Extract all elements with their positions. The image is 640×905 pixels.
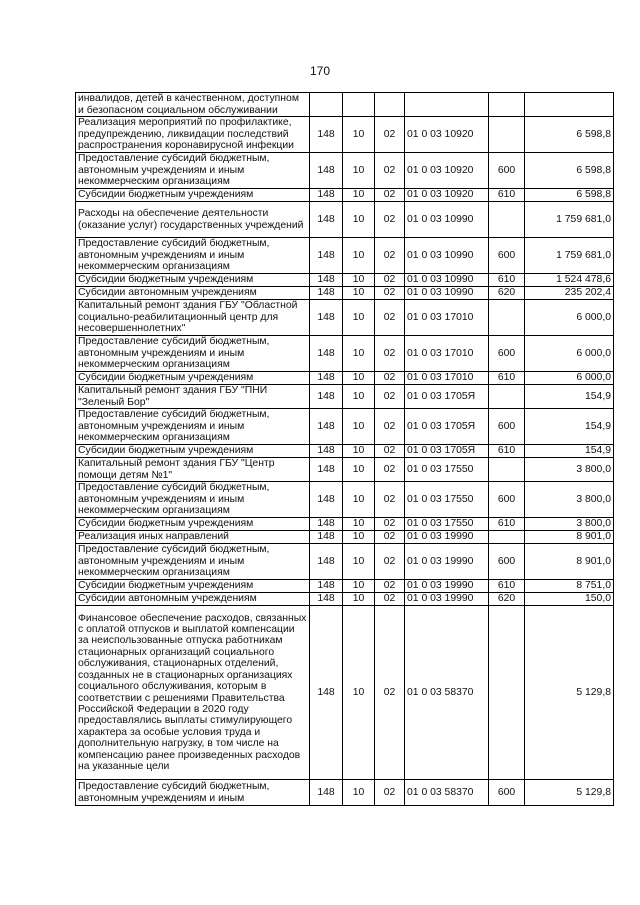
cell-target-article: 01 0 03 17010 bbox=[405, 300, 489, 336]
cell-section: 10 bbox=[343, 189, 375, 202]
cell-subsection: 02 bbox=[375, 482, 405, 518]
cell-section: 10 bbox=[343, 385, 375, 409]
table-row bbox=[76, 445, 614, 458]
cell-name: Субсидии бюджетным учреждениям bbox=[76, 189, 310, 202]
cell-section: 10 bbox=[343, 153, 375, 189]
cell-amount: 8 901,0 bbox=[525, 531, 614, 544]
cell-amount: 8 751,0 bbox=[525, 580, 614, 593]
cell-target-article: 01 0 03 17550 bbox=[405, 458, 489, 482]
cell-name: Капитальный ремонт здания ГБУ "ПНИ "Зеленый Бор" bbox=[76, 385, 310, 409]
table-row bbox=[76, 458, 614, 482]
cell-subsection: 02 bbox=[375, 300, 405, 336]
cell-amount: 6 598,8 bbox=[525, 153, 614, 189]
cell-subsection: 02 bbox=[375, 544, 405, 580]
cell-subsection: 02 bbox=[375, 409, 405, 445]
cell-expense-kind: 610 bbox=[489, 580, 525, 593]
cell-expense-kind bbox=[489, 458, 525, 482]
cell-name: Субсидии бюджетным учреждениям bbox=[76, 580, 310, 593]
cell-ministry: 148 bbox=[310, 372, 343, 385]
cell-amount: 1 759 681,0 bbox=[525, 238, 614, 274]
cell-target-article: 01 0 03 17010 bbox=[405, 336, 489, 372]
cell-target-article: 01 0 03 10990 bbox=[405, 287, 489, 300]
table-row bbox=[76, 780, 614, 806]
table-row bbox=[76, 336, 614, 372]
cell-target-article: 01 0 03 19990 bbox=[405, 531, 489, 544]
cell-target-article: 01 0 03 17550 bbox=[405, 518, 489, 531]
cell-ministry: 148 bbox=[310, 458, 343, 482]
table-row bbox=[76, 593, 614, 606]
cell-amount: 6 000,0 bbox=[525, 300, 614, 336]
table-row bbox=[76, 544, 614, 580]
cell-section: 10 bbox=[343, 287, 375, 300]
cell-ministry bbox=[310, 93, 343, 117]
cell-name: Субсидии бюджетным учреждениям bbox=[76, 372, 310, 385]
cell-section: 10 bbox=[343, 202, 375, 238]
cell-amount: 1 759 681,0 bbox=[525, 202, 614, 238]
cell-section bbox=[343, 93, 375, 117]
cell-target-article: 01 0 03 19990 bbox=[405, 580, 489, 593]
cell-ministry: 148 bbox=[310, 780, 343, 806]
cell-expense-kind: 620 bbox=[489, 593, 525, 606]
cell-amount: 150,0 bbox=[525, 593, 614, 606]
cell-ministry: 148 bbox=[310, 593, 343, 606]
cell-section: 10 bbox=[343, 580, 375, 593]
cell-name: Предоставление субсидий бюджетным, автономным учреждениям и иным некоммерческим организациям bbox=[76, 482, 310, 518]
table-row bbox=[76, 606, 614, 780]
cell-expense-kind bbox=[489, 531, 525, 544]
cell-ministry: 148 bbox=[310, 238, 343, 274]
cell-expense-kind: 600 bbox=[489, 336, 525, 372]
cell-amount: 6 000,0 bbox=[525, 336, 614, 372]
cell-ministry: 148 bbox=[310, 482, 343, 518]
cell-expense-kind bbox=[489, 202, 525, 238]
cell-ministry: 148 bbox=[310, 544, 343, 580]
cell-expense-kind: 610 bbox=[489, 372, 525, 385]
cell-subsection: 02 bbox=[375, 274, 405, 287]
cell-name: Субсидии бюджетным учреждениям bbox=[76, 518, 310, 531]
cell-expense-kind bbox=[489, 300, 525, 336]
table-row bbox=[76, 300, 614, 336]
table-row bbox=[76, 189, 614, 202]
cell-name: Капитальный ремонт здания ГБУ "Центр помощи детям №1" bbox=[76, 458, 310, 482]
cell-ministry: 148 bbox=[310, 117, 343, 153]
cell-section: 10 bbox=[343, 606, 375, 780]
cell-amount: 5 129,8 bbox=[525, 606, 614, 780]
cell-section: 10 bbox=[343, 274, 375, 287]
cell-amount: 154,9 bbox=[525, 385, 614, 409]
cell-amount: 5 129,8 bbox=[525, 780, 614, 806]
cell-ministry: 148 bbox=[310, 445, 343, 458]
cell-section: 10 bbox=[343, 544, 375, 580]
table-row bbox=[76, 93, 614, 117]
cell-ministry: 148 bbox=[310, 385, 343, 409]
cell-subsection bbox=[375, 93, 405, 117]
cell-expense-kind bbox=[489, 117, 525, 153]
table-row bbox=[76, 117, 614, 153]
cell-name: Реализация иных направлений bbox=[76, 531, 310, 544]
table-row bbox=[76, 531, 614, 544]
cell-section: 10 bbox=[343, 531, 375, 544]
cell-ministry: 148 bbox=[310, 531, 343, 544]
cell-subsection: 02 bbox=[375, 238, 405, 274]
cell-subsection: 02 bbox=[375, 445, 405, 458]
cell-subsection: 02 bbox=[375, 117, 405, 153]
cell-subsection: 02 bbox=[375, 372, 405, 385]
table-row bbox=[76, 274, 614, 287]
cell-expense-kind: 620 bbox=[489, 287, 525, 300]
cell-expense-kind: 610 bbox=[489, 274, 525, 287]
table-row bbox=[76, 385, 614, 409]
cell-target-article: 01 0 03 58370 bbox=[405, 780, 489, 806]
cell-expense-kind: 610 bbox=[489, 518, 525, 531]
cell-section: 10 bbox=[343, 482, 375, 518]
cell-subsection: 02 bbox=[375, 336, 405, 372]
cell-ministry: 148 bbox=[310, 606, 343, 780]
cell-name: Субсидии бюджетным учреждениям bbox=[76, 445, 310, 458]
cell-name: Субсидии бюджетным учреждениям bbox=[76, 274, 310, 287]
cell-target-article: 01 0 03 10990 bbox=[405, 202, 489, 238]
cell-subsection: 02 bbox=[375, 518, 405, 531]
cell-amount: 154,9 bbox=[525, 445, 614, 458]
cell-section: 10 bbox=[343, 780, 375, 806]
cell-section: 10 bbox=[343, 336, 375, 372]
cell-subsection: 02 bbox=[375, 385, 405, 409]
cell-name: Реализация мероприятий по профилактике, предупреждению, ликвидации последствий распространения коронавирусной инфекции bbox=[76, 117, 310, 153]
table-row bbox=[76, 287, 614, 300]
cell-section: 10 bbox=[343, 238, 375, 274]
cell-section: 10 bbox=[343, 445, 375, 458]
table-row bbox=[76, 238, 614, 274]
budget-table bbox=[75, 92, 614, 806]
cell-ministry: 148 bbox=[310, 518, 343, 531]
cell-ministry: 148 bbox=[310, 274, 343, 287]
cell-name: Предоставление субсидий бюджетным, автономным учреждениям и иным некоммерческим организациям bbox=[76, 336, 310, 372]
cell-name: Субсидии автономным учреждениям bbox=[76, 593, 310, 606]
table-row bbox=[76, 153, 614, 189]
cell-ministry: 148 bbox=[310, 202, 343, 238]
cell-section: 10 bbox=[343, 372, 375, 385]
table-row bbox=[76, 518, 614, 531]
cell-name: инвалидов, детей в качественном, доступном и безопасном социальном обслуживании bbox=[76, 93, 310, 117]
cell-target-article: 01 0 03 10920 bbox=[405, 117, 489, 153]
cell-subsection: 02 bbox=[375, 780, 405, 806]
cell-target-article: 01 0 03 17550 bbox=[405, 482, 489, 518]
cell-name: Предоставление субсидий бюджетным, автономным учреждениям и иным некоммерческим организациям bbox=[76, 238, 310, 274]
cell-amount: 3 800,0 bbox=[525, 458, 614, 482]
cell-target-article: 01 0 03 10990 bbox=[405, 274, 489, 287]
cell-name: Капитальный ремонт здания ГБУ "Областной социально-реабилитационный центр для несовершеннолетних" bbox=[76, 300, 310, 336]
cell-amount: 8 901,0 bbox=[525, 544, 614, 580]
cell-ministry: 148 bbox=[310, 336, 343, 372]
cell-expense-kind bbox=[489, 606, 525, 780]
cell-target-article: 01 0 03 10920 bbox=[405, 153, 489, 189]
cell-amount: 235 202,4 bbox=[525, 287, 614, 300]
cell-target-article: 01 0 03 1705Я bbox=[405, 385, 489, 409]
cell-target-article: 01 0 03 10990 bbox=[405, 238, 489, 274]
cell-subsection: 02 bbox=[375, 606, 405, 780]
cell-amount: 3 800,0 bbox=[525, 482, 614, 518]
cell-amount bbox=[525, 93, 614, 117]
table-row bbox=[76, 202, 614, 238]
table-row bbox=[76, 580, 614, 593]
cell-name: Предоставление субсидий бюджетным, автономным учреждениям и иным некоммерческим организациям bbox=[76, 153, 310, 189]
cell-subsection: 02 bbox=[375, 202, 405, 238]
cell-subsection: 02 bbox=[375, 580, 405, 593]
cell-expense-kind: 600 bbox=[489, 409, 525, 445]
cell-ministry: 148 bbox=[310, 287, 343, 300]
cell-expense-kind: 600 bbox=[489, 780, 525, 806]
cell-name: Расходы на обеспечение деятельности (оказание услуг) государственных учреждений bbox=[76, 202, 310, 238]
cell-expense-kind: 600 bbox=[489, 544, 525, 580]
cell-name: Предоставление субсидий бюджетным, автономным учреждениям и иным некоммерческим организациям bbox=[76, 409, 310, 445]
cell-subsection: 02 bbox=[375, 458, 405, 482]
cell-target-article: 01 0 03 58370 bbox=[405, 606, 489, 780]
cell-expense-kind bbox=[489, 385, 525, 409]
cell-section: 10 bbox=[343, 409, 375, 445]
cell-subsection: 02 bbox=[375, 531, 405, 544]
cell-expense-kind: 610 bbox=[489, 445, 525, 458]
cell-section: 10 bbox=[343, 593, 375, 606]
cell-target-article: 01 0 03 17010 bbox=[405, 372, 489, 385]
cell-expense-kind: 610 bbox=[489, 189, 525, 202]
cell-ministry: 148 bbox=[310, 300, 343, 336]
cell-name: Субсидии автономным учреждениям bbox=[76, 287, 310, 300]
cell-target-article: 01 0 03 19990 bbox=[405, 593, 489, 606]
cell-target-article: 01 0 03 1705Я bbox=[405, 445, 489, 458]
cell-ministry: 148 bbox=[310, 409, 343, 445]
page-number: 170 bbox=[309, 64, 331, 78]
cell-expense-kind bbox=[489, 93, 525, 117]
cell-target-article: 01 0 03 19990 bbox=[405, 544, 489, 580]
cell-target-article: 01 0 03 10920 bbox=[405, 189, 489, 202]
cell-name: Финансовое обеспечение расходов, связанных с оплатой отпусков и выплатой компенсации за неиспользованные отпуска работникам стационарных организаций социального обслуживания, стационарных отделений, созданных не в стационарных организациях социального обслуживания, которым в соответствии с решениями Правительства Российской Федерации в 2020 году предоставлялись выплаты стимулирующего характера за особые условия труда и дополнительную нагрузку, в том числе на компенсацию ранее произведенных расходов на указанные цели bbox=[76, 606, 310, 780]
cell-ministry: 148 bbox=[310, 580, 343, 593]
cell-amount: 154,9 bbox=[525, 409, 614, 445]
table-row bbox=[76, 409, 614, 445]
cell-expense-kind: 600 bbox=[489, 482, 525, 518]
cell-ministry: 148 bbox=[310, 189, 343, 202]
cell-subsection: 02 bbox=[375, 287, 405, 300]
cell-amount: 6 000,0 bbox=[525, 372, 614, 385]
cell-target-article bbox=[405, 93, 489, 117]
cell-amount: 6 598,8 bbox=[525, 117, 614, 153]
cell-expense-kind: 600 bbox=[489, 153, 525, 189]
cell-name: Предоставление субсидий бюджетным, автономным учреждениям и иным bbox=[76, 780, 310, 806]
cell-section: 10 bbox=[343, 518, 375, 531]
cell-target-article: 01 0 03 1705Я bbox=[405, 409, 489, 445]
cell-section: 10 bbox=[343, 458, 375, 482]
table-row bbox=[76, 482, 614, 518]
cell-amount: 6 598,8 bbox=[525, 189, 614, 202]
cell-ministry: 148 bbox=[310, 153, 343, 189]
cell-name: Предоставление субсидий бюджетным, автономным учреждениям и иным некоммерческим организациям bbox=[76, 544, 310, 580]
cell-section: 10 bbox=[343, 300, 375, 336]
cell-subsection: 02 bbox=[375, 189, 405, 202]
cell-subsection: 02 bbox=[375, 153, 405, 189]
cell-section: 10 bbox=[343, 117, 375, 153]
cell-amount: 1 524 478,6 bbox=[525, 274, 614, 287]
cell-amount: 3 800,0 bbox=[525, 518, 614, 531]
cell-subsection: 02 bbox=[375, 593, 405, 606]
table-row bbox=[76, 372, 614, 385]
cell-expense-kind: 600 bbox=[489, 238, 525, 274]
